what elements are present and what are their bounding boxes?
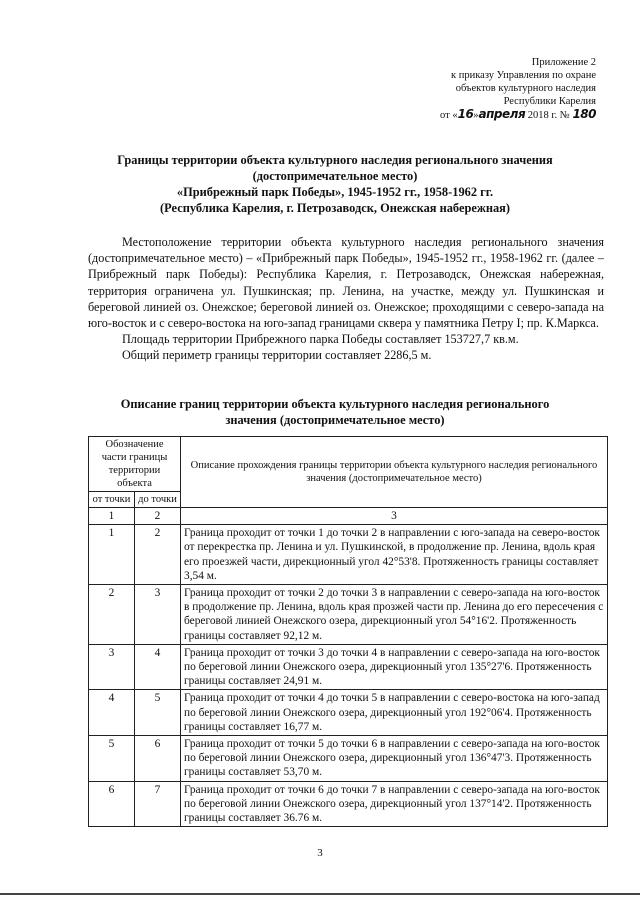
table-row (89, 736, 608, 782)
bottom-scan-edge (0, 893, 640, 895)
table-row (89, 644, 608, 690)
table-row (89, 525, 608, 585)
title-line-1: Границы территории объекта культурного наследия регионального значения (117, 153, 553, 167)
from-point-cell: 2 (89, 585, 135, 645)
document-title (60, 152, 610, 216)
appendix-line-3: объектов культурного наследия (455, 83, 596, 94)
boundary-table (88, 436, 608, 827)
date-day-handwritten: 16 (457, 107, 474, 121)
to-point-cell: 3 (135, 585, 181, 645)
boundary-description-cell: Граница проходит от точки 3 до точки 4 в направлении с северо-запада на юго-восток по береговой линии Онежского озера, дирекционный угол 135°27'6. Протяженность границы составляет 24,91 м. (181, 644, 608, 690)
appendix-line-2: к приказу Управления по охране (451, 70, 596, 81)
boundary-description-cell: Граница проходит от точки 2 до точки 3 в направлении с северо-запада на юго-восток в продолжение пр. Ленина, вдоль края прозжей части пр. Ленина до его пересечения с береговой линией Онежского озера, дирекционный угол 54°16'2. Протяженность границы составляет 92,12 м. (181, 585, 608, 645)
appendix-date-line (336, 108, 596, 122)
section-title-line-2: значения (достопримечательное место) (225, 413, 445, 427)
table-row (89, 585, 608, 645)
boundary-description-cell: Граница проходит от точки 5 до точки 6 в направлении с северо-запада на юго-восток по береговой линии Онежского озера, дирекционный угол 136°47'3. Протяженность границы составляет 53,70 м. (181, 736, 608, 782)
area-paragraph: Площадь территории Прибрежного парка Победы составляет 153727,7 кв.м. (122, 332, 519, 347)
header-boundary-part: Обозначение части границы территории объекта (89, 437, 181, 492)
date-month-handwritten: апреля (478, 107, 526, 121)
section-title (60, 396, 610, 428)
table-header-row (89, 437, 608, 492)
table-column-numbers-row (89, 508, 608, 525)
header-description: Описание прохождения границы территории объекта культурного наследия регионального значения (достопримечательное место) (181, 437, 608, 508)
to-point-cell: 6 (135, 736, 181, 782)
date-year: 2018 г. № (525, 110, 573, 121)
title-line-4: (Республика Карелия, г. Петрозаводск, Онежская набережная) (160, 201, 510, 215)
from-point-cell: 3 (89, 644, 135, 690)
title-line-2: (достопримечательное место) (252, 169, 418, 183)
to-point-cell: 4 (135, 644, 181, 690)
title-line-3: «Прибрежный парк Победы», 1945-1952 гг., 1958-1962 гг. (176, 185, 494, 199)
appendix-line-1: Приложение 2 (531, 57, 596, 68)
boundary-description-cell: Граница проходит от точки 6 до точки 7 в направлении с северо-запада на юго-восток по береговой линии Онежского озера, дирекционный угол 137°14'2. Протяженность границы составляет 36.76 м. (181, 781, 608, 827)
column-number-2: 2 (135, 508, 181, 525)
to-point-cell: 7 (135, 781, 181, 827)
from-point-cell: 5 (89, 736, 135, 782)
section-title-line-1: Описание границ территории объекта культурного наследия регионального (120, 397, 550, 411)
from-point-cell: 4 (89, 690, 135, 736)
from-point-cell: 6 (89, 781, 135, 827)
table-row (89, 690, 608, 736)
order-number-handwritten: 180 (572, 107, 596, 121)
location-paragraph: Местоположение территории объекта культурного наследия регионального значения (достопримечательное место) – «Прибрежный парк Победы», 1945-1952 гг., 1958-1962 гг. (далее – Прибрежный парк Победы): Республика Карелия, г. Петрозаводск, Онежская набережная, территория ограничена ул. Пушкинская; пр. Ленина, на участке, между ул. Пушкинская и береговой линией оз. Онежское; береговой линией оз. Онежское; проходящими с северо-запада на юго-восток и с северо-востока на юго-запад границами сквера у памятника Петру I; пр. К.Маркса. (88, 235, 604, 331)
column-number-3: 3 (181, 508, 608, 525)
boundary-description-cell: Граница проходит от точки 1 до точки 2 в направлении с юго-запада на северо-восток от перекрестка пр. Ленина и ул. Пушкинской, в продолжение пр. Ленина, вдоль края его проезжей части, дирекционный угол 42°53'8. Протяженность границы составляет 3,54 м. (181, 525, 608, 585)
appendix-header (336, 56, 596, 122)
perimeter-paragraph: Общий периметр границы территории составляет 2286,5 м. (122, 348, 432, 363)
page-number: 3 (317, 847, 323, 859)
date-mid: » (473, 110, 479, 121)
appendix-line-4: Республики Карелия (503, 96, 596, 107)
boundary-description-cell: Граница проходит от точки 4 до точки 5 в направлении с северо-востока на юго-запад по береговой линии Онежского озера, дирекционный угол 192°06'4. Протяженность границы составляет 16,77 м. (181, 690, 608, 736)
header-to-point: до точки (135, 492, 181, 508)
date-prefix: от « (440, 110, 458, 121)
body-text (88, 234, 604, 364)
to-point-cell: 2 (135, 525, 181, 585)
column-number-1: 1 (89, 508, 135, 525)
to-point-cell: 5 (135, 690, 181, 736)
table-row (89, 781, 608, 827)
header-from-point: от точки (89, 492, 135, 508)
from-point-cell: 1 (89, 525, 135, 585)
